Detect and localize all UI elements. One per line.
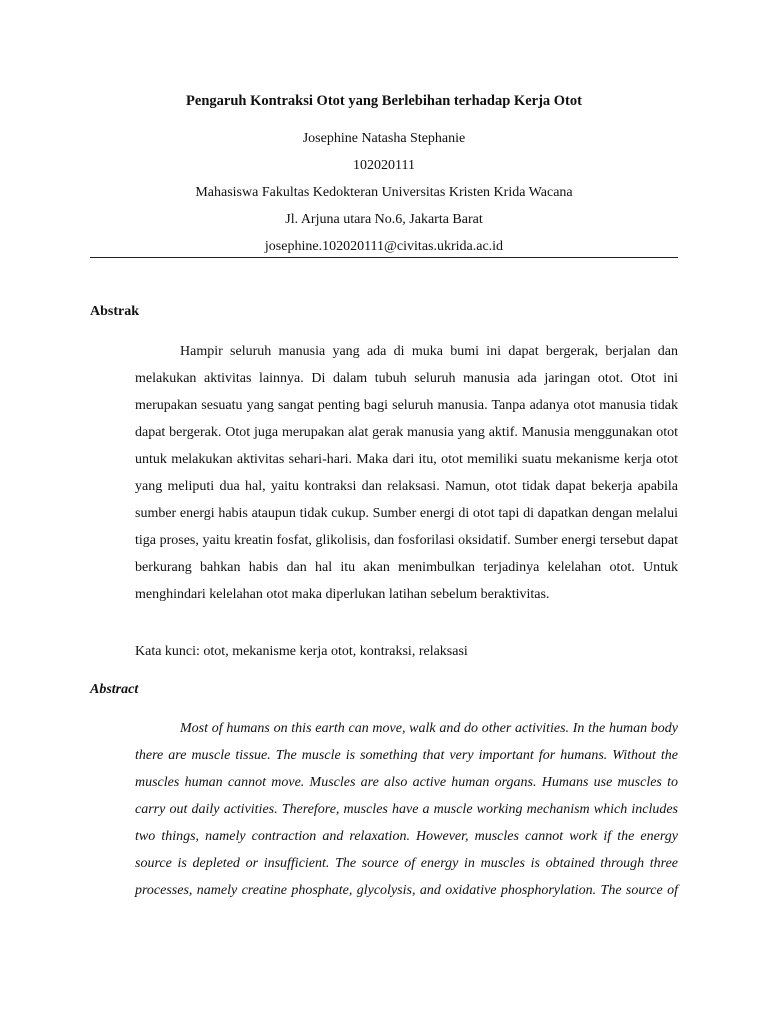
- author-name: Josephine Natasha Stephanie: [302, 131, 466, 146]
- address: Jl. Arjuna utara No.6, Jakarta Barat: [285, 212, 483, 227]
- keywords-line: Kata kunci: otot, mekanisme kerja otot, kontraksi, relaksasi: [135, 644, 468, 659]
- abstrak-paragraph: [135, 338, 678, 608]
- paper-title: Pengaruh Kontraksi Otot yang Berlebihan terhadap Kerja Otot: [186, 93, 582, 109]
- abstract-text: Most of humans on this earth can move, walk and do other activities. In the human body there are muscle tissue. The muscle is something that very important for humans. Without the muscles human cannot move. Muscles are also active human organs. Humans use muscles to carry out daily activities. Therefore, muscles have a muscle working mechanism which includes two things, namely contraction and relaxation. However, muscles cannot work if the energy source is depleted or insufficient. The source of energy in muscles is obtained through three processes, namely creatine phosphate, glycolysis, and oxidative phosphorylation. The source of: [135, 721, 678, 898]
- affiliation: Mahasiswa Fakultas Kedokteran Universitas Kristen Krida Wacana: [195, 185, 573, 200]
- email: josephine.102020111@civitas.ukrida.ac.id: [264, 239, 504, 254]
- abstract-paragraph: [135, 715, 678, 904]
- header-divider: [90, 257, 678, 258]
- abstract-heading: Abstract: [90, 682, 139, 697]
- abstrak-heading: Abstrak: [90, 304, 140, 319]
- abstrak-text: Hampir seluruh manusia yang ada di muka bumi ini dapat bergerak, berjalan dan melakukan aktivitas lainnya. Di dalam tubuh seluruh manusia ada jaringan otot. Otot ini merupakan sesuatu yang sangat penting bagi seluruh manusia. Tanpa adanya otot manusia tidak dapat bergerak. Otot juga merupakan alat gerak manusia yang aktif. Manusia menggunakan otot untuk melakukan aktivitas sehari-hari. Maka dari itu, otot memiliki suatu mekanisme kerja otot yang meliputi dua hal, yaitu kontraksi dan relaksasi. Namun, otot tidak dapat bekerja apabila sumber energi habis ataupun tidak cukup. Sumber energi di otot tapi di dapatkan dengan melalui tiga proses, yaitu kreatin fosfat, glikolisis, dan fosforilasi oksidatif. Sumber energi tersebut dapat berkurang bahkan habis dan hal itu akan menimbulkan terjadinya kelelahan otot. Untuk menghindari kelelahan otot maka diperlukan latihan sebelum beraktivitas.: [135, 344, 678, 602]
- student-id: 102020111: [353, 158, 415, 173]
